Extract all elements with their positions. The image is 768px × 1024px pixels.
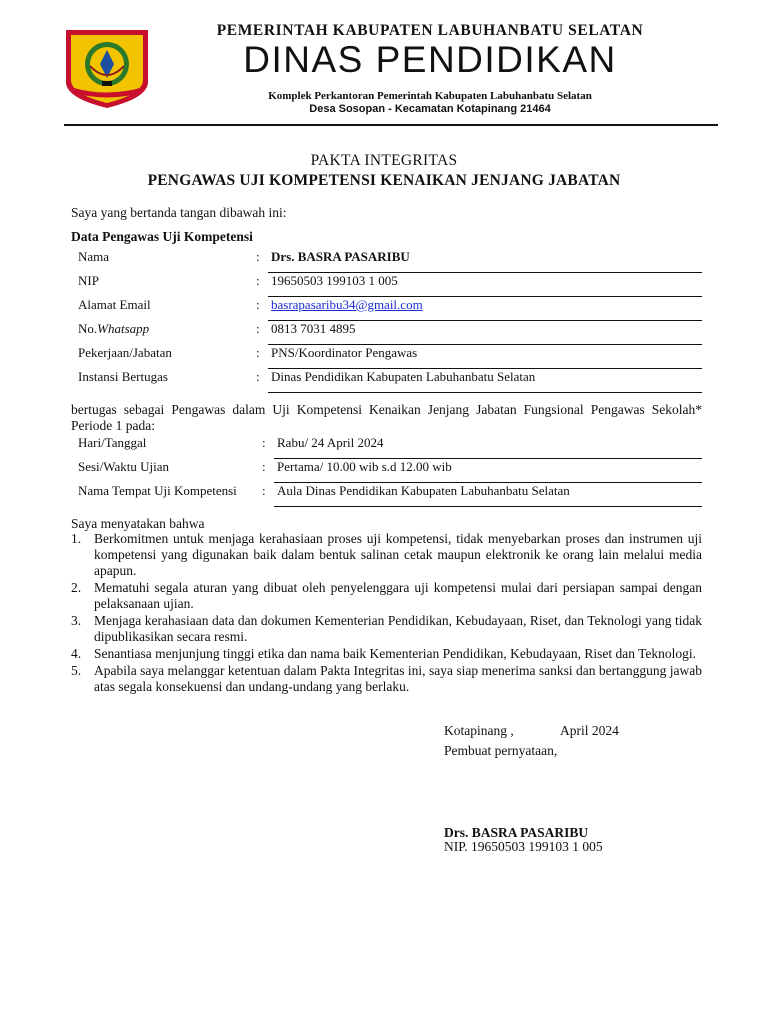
item-number: 3. [71,613,82,628]
address-line-2: Desa Sosopan - Kecamatan Kotapinang 21464 [309,103,551,115]
field-label: Nama [78,249,110,264]
field-value: Aula Dinas Pendidikan Kabupaten Labuhanbatu Selatan [277,483,570,498]
item-number: 1. [71,531,82,546]
colon: : [256,273,260,288]
signatory-name: Drs. BASRA PASARIBU [444,825,589,840]
list-item [71,613,702,645]
signature-date: April 2024 [560,723,619,738]
field-row-institution [78,369,702,393]
field-label: Alamat Email [78,297,151,312]
item-number: 2. [71,580,82,595]
field-value: 19650503 199103 1 005 [271,273,398,288]
colon: : [256,321,260,336]
government-name: PEMERINTAH KABUPATEN LABUHANBATU SELATAN [216,22,644,39]
field-label [78,321,149,337]
field-row-whatsapp [78,321,702,345]
document-subtitle: PENGAWAS UJI KOMPETENSI KENAIKAN JENJANG JABATAN [147,172,621,189]
item-text: Mematuhi segala aturan yang dibuat oleh penyelenggara uji kompetensi mulai dari persiapan sampai dengan pelaksanaan ujian. [94,580,702,611]
field-value: Pertama/ 10.00 wib s.d 12.00 wib [277,459,452,474]
field-value: Rabu/ 24 April 2024 [277,435,384,450]
field-row-nip [78,273,702,297]
colon: : [256,345,260,360]
department-name: DINAS PENDIDIKAN [243,39,617,80]
item-number: 5. [71,663,82,678]
colon: : [256,369,260,384]
address-line-1: Komplek Perkantoran Pemerintah Kabupaten Labuhanbatu Selatan [268,90,592,102]
colon: : [256,249,260,264]
item-text: Senantiasa menjunjung tinggi etika dan nama baik Kementerian Pendidikan, Kebudayaan, Riset dan Teknologi. [94,646,697,661]
signatory-nip: NIP. 19650503 199103 1 005 [444,839,603,854]
field-value: Drs. BASRA PASARIBU [271,249,410,264]
colon: : [256,297,260,312]
field-label: Sesi/Waktu Ujian [78,459,170,474]
field-row-name [78,249,702,273]
field-label: Pekerjaan/Jabatan [78,345,172,360]
statement-list [71,531,702,696]
document-title: PAKTA INTEGRITAS [310,152,458,169]
item-number: 4. [71,646,82,661]
label-prefix: No. [78,321,98,336]
intro-text: Saya yang bertanda tangan dibawah ini: [71,205,287,220]
field-label: Nama Tempat Uji Kompetensi [78,483,237,498]
statement-intro: Saya menyatakan bahwa [71,516,205,531]
colon: : [262,435,266,450]
colon: : [262,483,266,498]
underline [268,392,702,393]
label-italic: Whatsapp [97,321,150,336]
field-value: 0813 7031 4895 [271,321,356,336]
email-link[interactable]: basrapasaribu34@gmail.com [271,297,423,312]
list-item [71,646,702,662]
field-row-date [78,435,702,459]
list-item [71,663,702,695]
list-item [71,580,702,612]
underline [274,506,702,507]
field-label: NIP [78,273,99,288]
field-row-session [78,459,702,483]
list-item [71,531,702,579]
field-label: Instansi Bertugas [78,369,168,384]
field-value: Dinas Pendidikan Kabupaten Labuhanbatu Selatan [271,369,536,384]
section-heading: Data Pengawas Uji Kompetensi [71,229,253,244]
item-text: Menjaga kerahasiaan data dan dokumen Kementerian Pendidikan, Kebudayaan, Riset, dan Teknologi yang tidak dipublikasikan secara resmi. [94,613,702,644]
signature-role: Pembuat pernyataan, [444,743,558,758]
field-row-place [78,483,702,507]
regency-emblem-logo [62,26,152,110]
item-text: Apabila saya melanggar ketentuan dalam Pakta Integritas ini, saya siap menerima sanksi dan bertanggung jawab atas segala konsekuensi dan undang-undang yang berlaku. [94,663,702,694]
field-label: Hari/Tanggal [78,435,147,450]
field-row-job [78,345,702,369]
field-row-email [78,297,702,321]
colon: : [262,459,266,474]
field-value: PNS/Koordinator Pengawas [271,345,418,360]
signature-place: Kotapinang , [444,723,514,738]
letterhead-divider [64,124,718,126]
item-text: Berkomitmen untuk menjaga kerahasiaan proses uji kompetensi, tidak menyebarkan proses dan instrumen uji kompetensi yang digunakan baik dalam bentuk salinan cetak maupun elektronik ke orang lain melalui media apapun. [94,531,702,578]
assignment-paragraph: bertugas sebagai Pengawas dalam Uji Kompetensi Kenaikan Jenjang Jabatan Fungsional Pengawas Sekolah* Periode 1 pada: [71,402,702,433]
